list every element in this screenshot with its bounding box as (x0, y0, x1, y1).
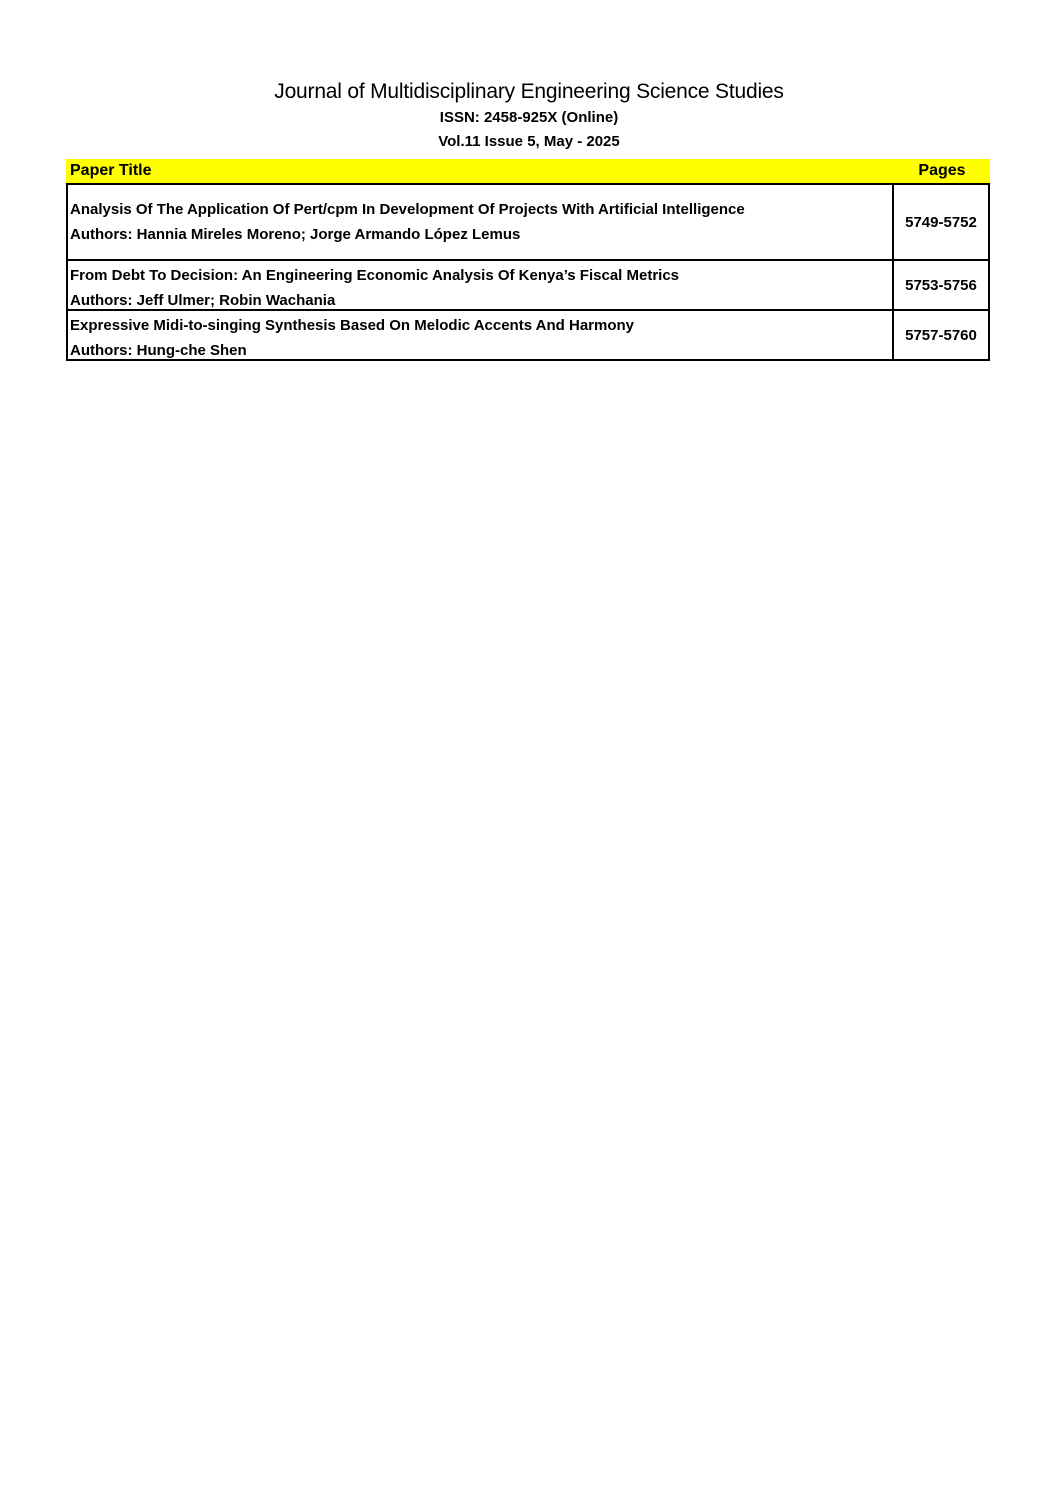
paper-authors: Authors: Hung-che Shen (70, 342, 247, 359)
column-header-paper-title: Paper Title (70, 162, 152, 179)
table-of-contents (66, 159, 990, 361)
paper-title[interactable]: From Debt To Decision: An Engineering Economic Analysis Of Kenya’s Fiscal Metrics (70, 267, 680, 284)
volume-issue: Vol.11 Issue 5, May - 2025 (438, 133, 620, 150)
paper-authors: Authors: Jeff Ulmer; Robin Wachania (70, 292, 336, 309)
journal-title: Journal of Multidisciplinary Engineering Science Studies (274, 80, 784, 103)
paper-cell (68, 311, 894, 359)
paper-pages: 5757-5760 (905, 326, 977, 344)
paper-pages: 5749-5752 (905, 213, 977, 231)
table-body (66, 183, 990, 361)
paper-title[interactable]: Analysis Of The Application Of Pert/cpm In Development Of Projects With Artificial Intelligence (70, 201, 745, 218)
table-row (68, 261, 988, 311)
paper-pages: 5753-5756 (905, 276, 977, 294)
issn: ISSN: 2458-925X (Online) (439, 109, 619, 126)
document-header (0, 78, 1058, 154)
column-header-pages: Pages (918, 162, 966, 179)
table-row (68, 185, 988, 261)
table-row (68, 311, 988, 359)
paper-authors: Authors: Hannia Mireles Moreno; Jorge Armando López Lemus (70, 226, 521, 243)
paper-cell (68, 185, 894, 259)
paper-cell (68, 261, 894, 309)
paper-title[interactable]: Expressive Midi-to-singing Synthesis Based On Melodic Accents And Harmony (70, 317, 635, 334)
table-header (66, 159, 990, 183)
